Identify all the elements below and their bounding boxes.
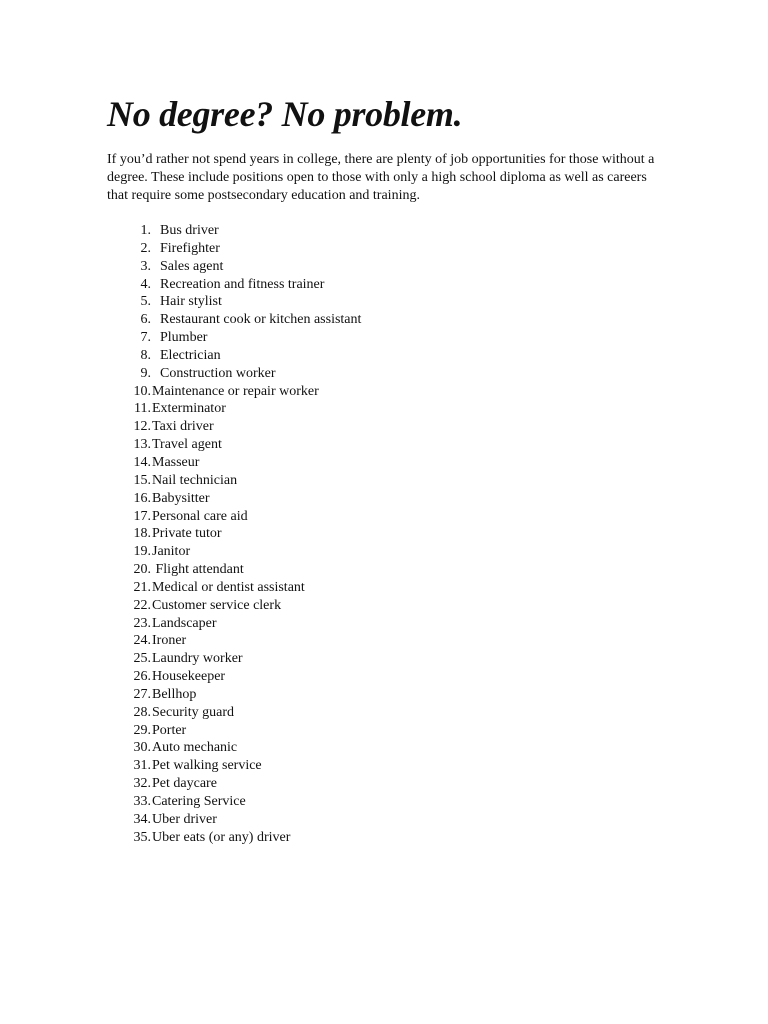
list-item-label: Taxi driver (152, 419, 214, 435)
list-item-label: Medical or dentist assistant (152, 579, 305, 595)
list-item (107, 686, 361, 704)
list-item-label: Flight attendant (152, 562, 244, 578)
list-item (107, 418, 361, 436)
list-item (107, 454, 361, 472)
list-item-number: 31. (133, 758, 151, 774)
list-item-label: Nail technician (152, 472, 238, 488)
list-item-label: Bus driver (160, 223, 219, 238)
list-item (107, 579, 361, 597)
list-item-label: Bellhop (152, 686, 197, 702)
list-item-number: 20. (133, 562, 151, 578)
list-item-label: Personal care aid (152, 508, 248, 524)
list-item (107, 329, 361, 347)
list-item (107, 668, 361, 686)
job-list (107, 222, 361, 847)
list-item (107, 525, 361, 543)
list-item-label: Uber driver (152, 811, 217, 827)
list-item-label: Auto mechanic (152, 740, 238, 756)
list-item-label: Uber eats (or any) driver (152, 829, 291, 845)
list-item (107, 757, 361, 775)
list-item-label: Sales agent (160, 258, 224, 274)
list-item-label: Janitor (152, 544, 191, 560)
list-item (107, 293, 361, 311)
list-item-label: Pet daycare (152, 776, 217, 792)
list-item-number: 28. (133, 704, 151, 720)
list-item-number: 24. (133, 633, 151, 649)
list-item-number: 34. (133, 811, 151, 827)
list-item (107, 347, 361, 365)
list-item-number: 35. (133, 829, 151, 845)
list-item (107, 543, 361, 561)
list-item (107, 276, 361, 294)
list-item-label: Housekeeper (152, 669, 226, 685)
list-item-number: 14. (133, 454, 151, 470)
list-item-number: 10. (133, 383, 151, 399)
list-item (107, 472, 361, 490)
list-item-number: 12. (133, 419, 151, 435)
list-item (107, 775, 361, 793)
list-item-label: Firefighter (160, 240, 220, 256)
list-item-number: 1. (140, 223, 151, 238)
list-item-label: Pet walking service (152, 758, 262, 774)
list-item-number: 5. (140, 294, 151, 310)
list-item-number: 15. (133, 472, 151, 488)
list-item-label: Plumber (160, 330, 208, 346)
list-item-number: 13. (133, 437, 151, 453)
list-item-number: 29. (133, 722, 151, 738)
list-item (107, 829, 361, 847)
list-item (107, 222, 361, 240)
list-item-number: 30. (133, 740, 151, 756)
list-item-number: 33. (133, 794, 151, 809)
list-item-label: Landscaper (152, 615, 217, 631)
list-item-number: 6. (140, 312, 151, 328)
list-item-number: 27. (133, 686, 151, 702)
list-item (107, 311, 361, 329)
list-item-label: Hair stylist (160, 294, 222, 310)
document-title: No degree? No problem. (107, 94, 463, 134)
list-item-number: 26. (133, 669, 151, 685)
list-item-label: Catering Service (152, 794, 246, 809)
list-item-label: Security guard (152, 704, 235, 720)
intro-paragraph: If you’d rather not spend years in college, there are plenty of job opportunities for those without a degree. These include positions open to those with only a high school diploma as well as careers that require some postsecondary education and training. (107, 152, 655, 203)
list-item-number: 17. (133, 508, 151, 524)
list-item-number: 18. (133, 526, 151, 542)
list-item-number: 32. (133, 776, 151, 792)
list-item (107, 722, 361, 740)
list-item (107, 632, 361, 650)
list-item-label: Maintenance or repair worker (152, 383, 319, 399)
list-item-number: 19. (133, 544, 151, 560)
list-item-label: Masseur (152, 454, 200, 470)
list-item-number: 9. (140, 365, 151, 381)
list-item-label: Electrician (160, 347, 221, 363)
list-item-label: Babysitter (152, 490, 210, 506)
list-item-label: Construction worker (160, 365, 276, 381)
list-item (107, 240, 361, 258)
list-item (107, 383, 361, 401)
list-item (107, 490, 361, 508)
list-item-label: Travel agent (152, 437, 222, 453)
list-item (107, 793, 361, 811)
list-item (107, 704, 361, 722)
list-item-label: Porter (152, 722, 187, 738)
list-item (107, 597, 361, 615)
list-item-number: 2. (140, 240, 151, 256)
list-item (107, 508, 361, 526)
list-item (107, 615, 361, 633)
list-item-number: 11. (134, 401, 151, 417)
list-item (107, 561, 361, 579)
list-item (107, 258, 361, 276)
list-item (107, 436, 361, 454)
list-item-number: 25. (133, 651, 151, 667)
list-item-number: 16. (133, 490, 151, 506)
list-item-label: Recreation and fitness trainer (160, 276, 325, 292)
list-item-number: 4. (140, 276, 151, 292)
list-item-number: 3. (140, 258, 151, 274)
list-item-label: Ironer (152, 633, 187, 649)
list-item (107, 365, 361, 383)
list-item (107, 650, 361, 668)
list-item-number: 7. (140, 330, 151, 346)
list-item (107, 811, 361, 829)
list-item-label: Restaurant cook or kitchen assistant (160, 312, 362, 328)
list-item-label: Customer service clerk (152, 597, 282, 613)
list-item-label: Laundry worker (152, 651, 243, 667)
list-item-number: 23. (133, 615, 151, 631)
list-item-number: 21. (133, 579, 151, 595)
list-item (107, 739, 361, 757)
list-item-label: Private tutor (152, 526, 222, 542)
list-item-label: Exterminator (152, 401, 226, 417)
list-item-number: 8. (140, 347, 151, 363)
list-item-number: 22. (133, 597, 151, 613)
list-item (107, 400, 361, 418)
